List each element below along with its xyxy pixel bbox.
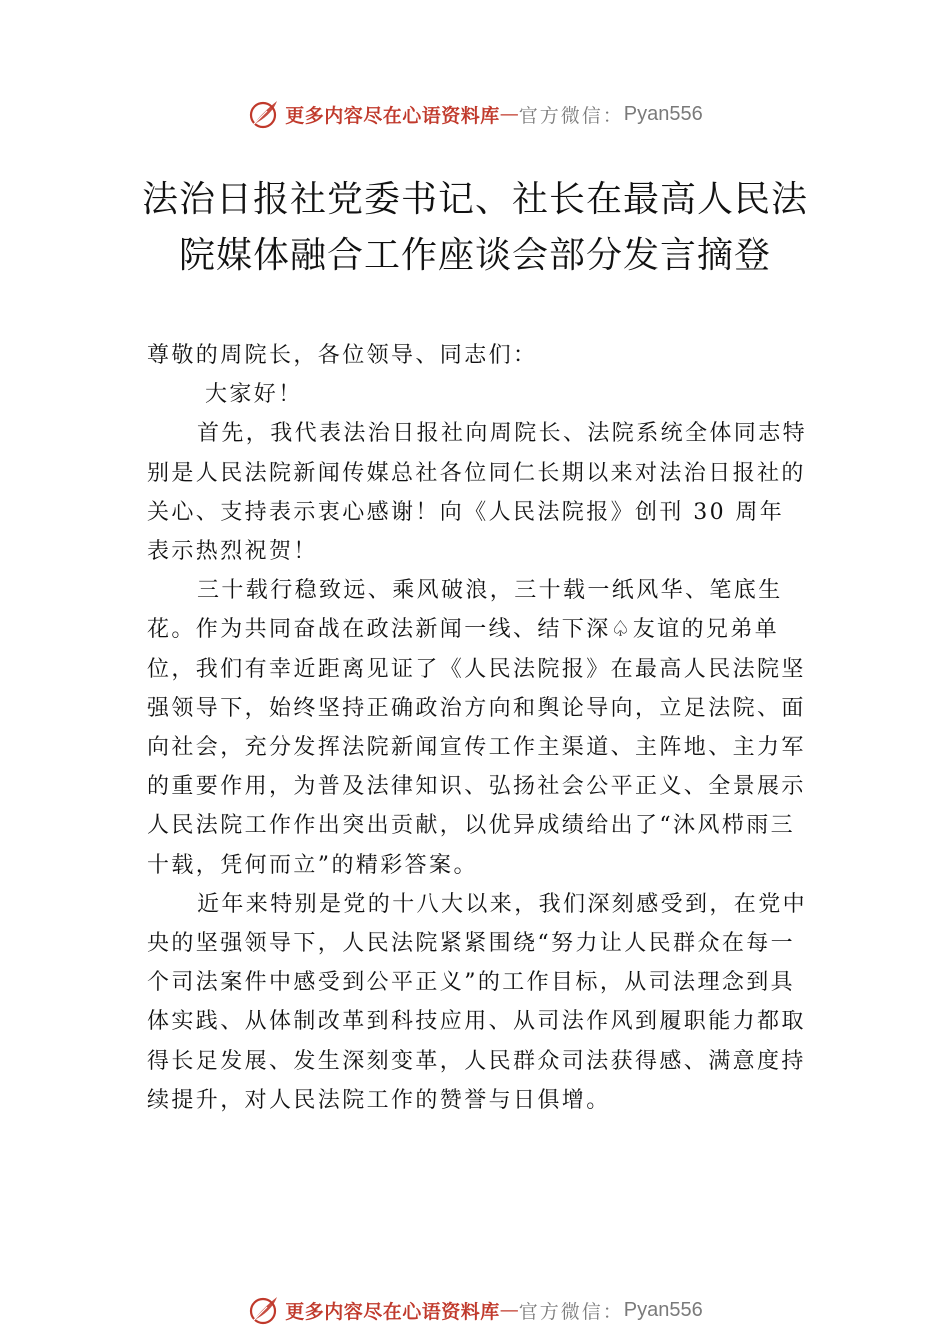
banner-wechat-id: Pyan556 bbox=[623, 102, 703, 125]
salutation: 尊敬的周院长，各位领导、同志们： bbox=[147, 343, 538, 368]
document-body bbox=[147, 336, 807, 1120]
title-line-2: 院媒体融合工作座谈会部分发言摘登 bbox=[178, 235, 771, 276]
body-paragraph-3: 近年来特别是党的十八大以来，我们深刻感受到，在党中央的坚强领导下，人民法院紧紧围绕“努力让人民群众在每一个司法案件中感受到公平正义”的工作目标，从司法理念到具体实践、从体制改革到科技应用、从司法作风到履职能力都取得长足发展、发生深刻变革，人民群众司法获得感、满意度持续提升，对人民法院工作的赞誉与日俱增。 bbox=[147, 891, 808, 1113]
footer-brand-text: 更多内容尽在心语资料库 bbox=[285, 1300, 500, 1323]
body-paragraph-2: 三十载行稳致远、乘风破浪，三十载一纸风华、笔底生花。作为共同奋战在政法新闻一线、结下深♤友谊的兄弟单位，我们有幸近距离见证了《人民法院报》在最高人民法院坚强领导下，始终坚持正确政治方向和舆论导向，立足法院、面向社会，充分发挥法院新闻宣传工作主渠道、主阵地、主力军的重要作用，为普及法律知识、弘扬社会公平正义、全景展示人民法院工作作出突出贡献，以优异成绩给出了“沐风栉雨三十载，凭何而立”的精彩答案。 bbox=[147, 578, 806, 878]
feather-quill-logo-icon bbox=[247, 1294, 279, 1326]
greeting: 大家好！ bbox=[205, 382, 303, 408]
footer-wechat-id: Pyan556 bbox=[623, 1298, 703, 1321]
banner-wechat-label: 官方微信： bbox=[518, 104, 624, 127]
footer-separator: — bbox=[499, 1299, 519, 1321]
body-paragraph-1: 首先，我代表法治日报社向周院长、法院系统全体同志特别是人民法院新闻传媒总社各位同仁长期以来对法治日报社的关心、支持表示衷心感谢！向《人民法院报》创刊 30 周年表示热烈祝贺！ bbox=[147, 421, 808, 565]
document-title bbox=[100, 172, 850, 284]
footer-banner bbox=[0, 1290, 950, 1330]
banner-brand-text: 更多内容尽在心语资料库 bbox=[285, 104, 500, 127]
banner-separator: — bbox=[499, 103, 519, 125]
header-banner bbox=[0, 94, 950, 134]
feather-quill-logo-icon bbox=[247, 98, 279, 130]
title-line-1: 法治日报社党委书记、社长在最高人民法 bbox=[141, 179, 808, 220]
footer-wechat-label: 官方微信： bbox=[518, 1300, 624, 1323]
